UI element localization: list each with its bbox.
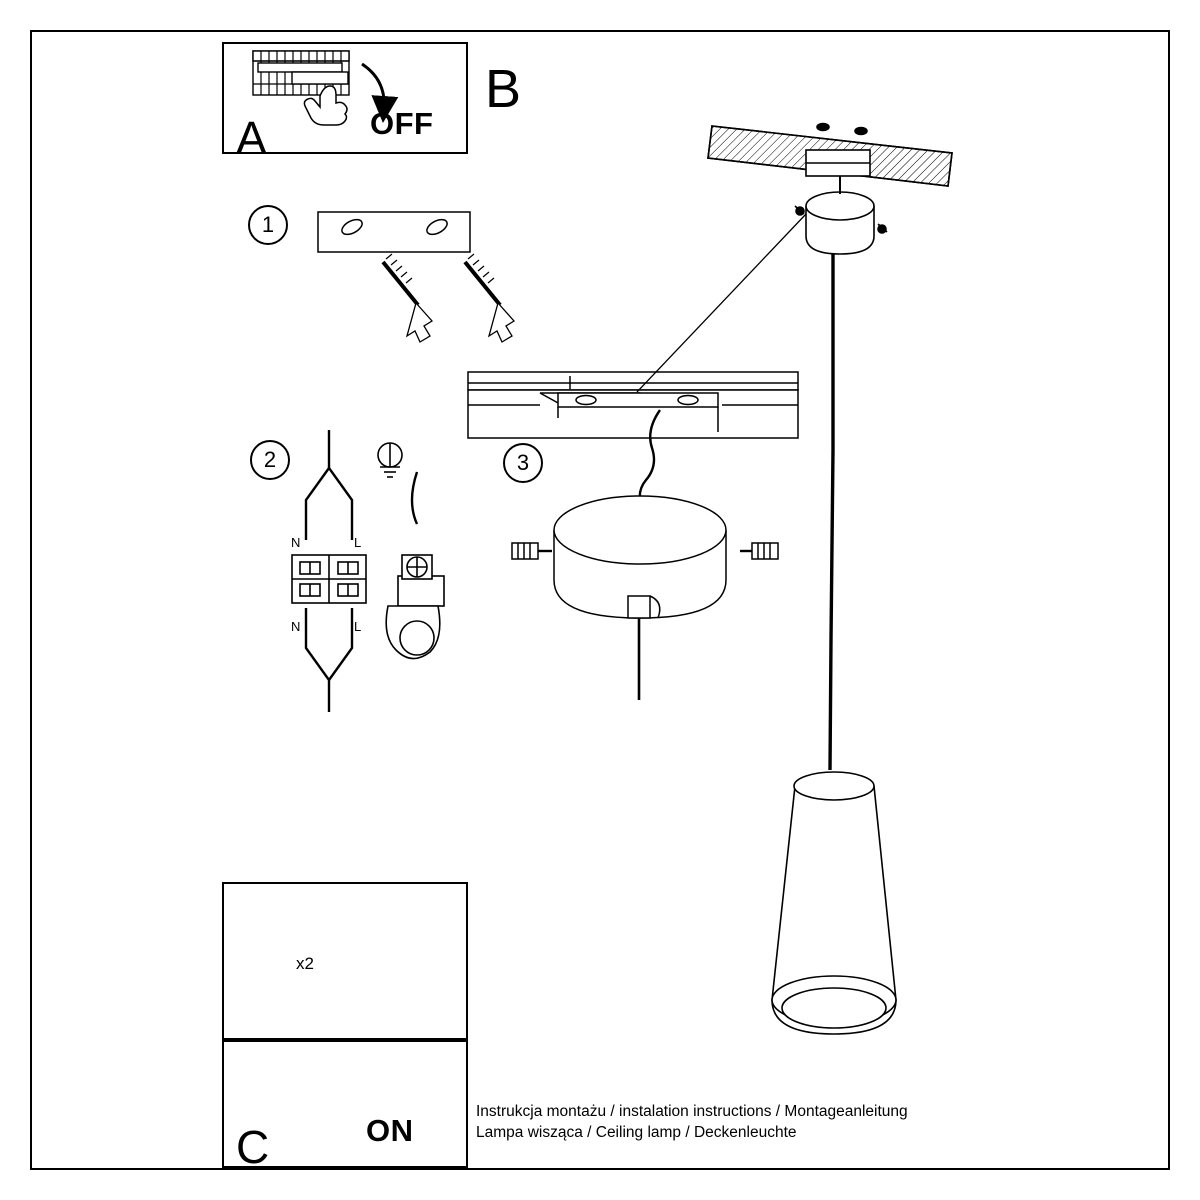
- step-2-number: [250, 440, 290, 480]
- panel-a-action-label: OFF: [370, 106, 434, 141]
- step-1-label: 1: [261, 212, 275, 237]
- panel-c-action-label: ON: [366, 1113, 414, 1148]
- step-1-number: [248, 205, 288, 245]
- terminal-label-n-bottom: N: [291, 619, 301, 634]
- terminal-label-l-top: L: [354, 535, 362, 550]
- caption-line-2: Lampa wisząca / Ceiling lamp / Deckenleuchte: [476, 1124, 797, 1141]
- panel-a-letter: A: [236, 112, 267, 164]
- terminal-label-l-bottom: L: [354, 619, 362, 634]
- panel-c-letter: C: [236, 1121, 270, 1173]
- terminal-label-n-top: N: [291, 535, 301, 550]
- step-2-label: 2: [263, 447, 277, 472]
- step-3-number: [503, 443, 543, 483]
- step-3-label: 3: [516, 450, 530, 475]
- tools-box: [222, 882, 468, 1040]
- tools-quantity-label: x2: [296, 954, 314, 973]
- caption-line-1: Instrukcja montażu / instalation instructions / Montageanleitung: [476, 1103, 908, 1120]
- panel-b-letter: B: [485, 59, 522, 119]
